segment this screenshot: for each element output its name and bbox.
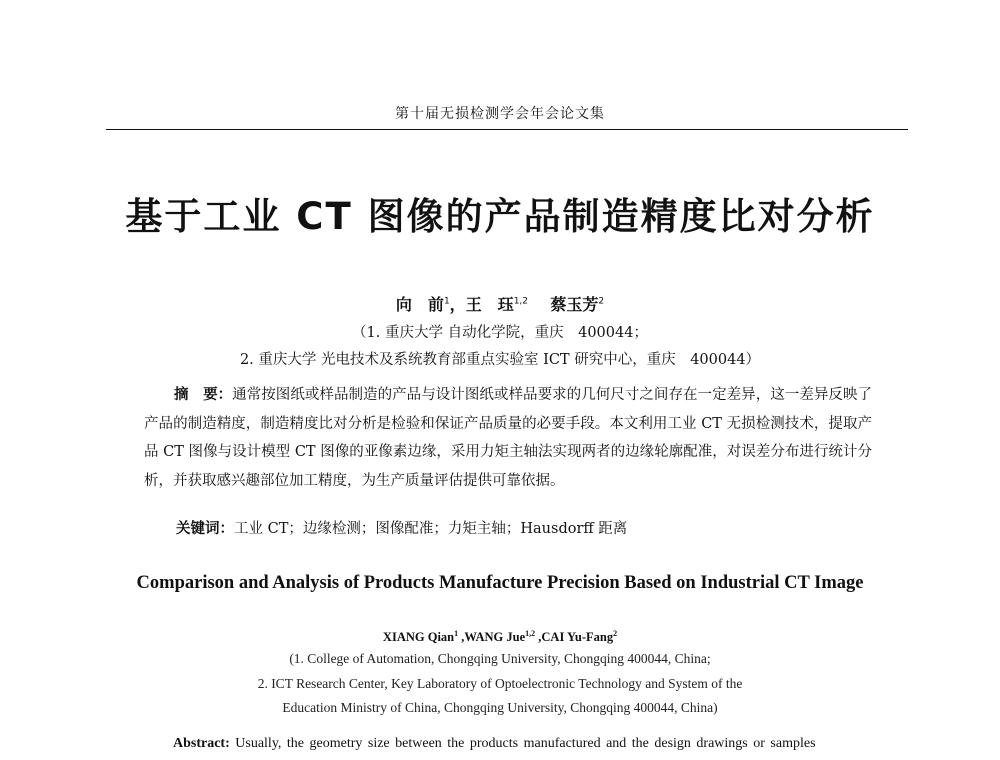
- chinese-affiliation-2: 2. 重庆大学 光电技术及系统教育部重点实验室 ICT 研究中心，重庆 400044）: [239, 352, 761, 368]
- english-affiliation-1: (1. College of Automation, Chongqing University, Chongqing 400044, China;: [289, 651, 711, 666]
- en-author-3: CAI Yu-Fang: [541, 630, 614, 645]
- running-head: 第十届无损检测学会年会论文集: [395, 106, 605, 122]
- en-author-1-sup: 1: [454, 629, 459, 638]
- en-author-sep-2: ,: [535, 630, 542, 645]
- chinese-title: 基于工业 CT 图像的产品制造精度比对分析: [125, 195, 875, 238]
- author-3-sup: 2: [598, 296, 605, 307]
- chinese-keywords-text: 工业 CT；边缘检测；图像配准；力矩主轴；Hausdorff 距离: [234, 521, 628, 537]
- author-separator: ，: [449, 295, 466, 314]
- chinese-keywords-label: 关键词：: [176, 521, 234, 537]
- english-abstract: [173, 733, 873, 755]
- chinese-abstract: [144, 381, 872, 495]
- en-author-sep-1: ,: [458, 630, 465, 645]
- author-2: 王 珏: [465, 295, 514, 314]
- author-2-sup: 1,2: [513, 296, 529, 307]
- english-authors: [0, 629, 1000, 645]
- chinese-affiliation-1: （1. 重庆大学 自动化学院，重庆 400044；: [352, 325, 648, 341]
- chinese-authors: [0, 292, 1000, 315]
- author-3: 蔡玉芳: [550, 295, 599, 314]
- english-abstract-label: Abstract:: [173, 736, 230, 751]
- header-rule: [106, 129, 908, 130]
- en-author-2: WANG Jue: [464, 630, 526, 645]
- author-1: 向 前: [395, 295, 444, 314]
- english-affiliation-3: Education Ministry of China, Chongqing University, Chongqing 400044, China): [282, 700, 718, 715]
- chinese-keywords: [176, 517, 627, 538]
- en-author-3-sup: 2: [613, 629, 618, 638]
- en-author-2-sup: 1,2: [525, 629, 536, 638]
- chinese-abstract-label: 摘 要：: [174, 387, 233, 403]
- author-1-sup: 1: [443, 296, 450, 307]
- chinese-abstract-text: 通常按图纸或样品制造的产品与设计图纸或样品要求的几何尺寸之间存在一定差异，这一差异反映了产品的制造精度，制造精度比对分析是检验和保证产品质量的必要手段。本文利用工业 CT 无损检测技术，提取产品 CT 图像与设计模型 CT 图像的亚像素边缘，采用力矩主轴法实现两者的边缘轮廓配准，对误差分布进行统计分析，并获取感兴趣部位加工精度，为生产质量评估提供可靠依据。: [144, 387, 872, 489]
- en-author-1: XIANG Qian: [382, 630, 455, 645]
- english-title: Comparison and Analysis of Products Manufacture Precision Based on Industrial CT Image: [136, 573, 864, 593]
- english-abstract-text: Usually, the geometry size between the products manufactured and the design drawings or samples: [235, 736, 816, 751]
- english-affiliation-2: 2. ICT Research Center, Key Laboratory of Optoelectronic Technology and System of the: [257, 676, 743, 691]
